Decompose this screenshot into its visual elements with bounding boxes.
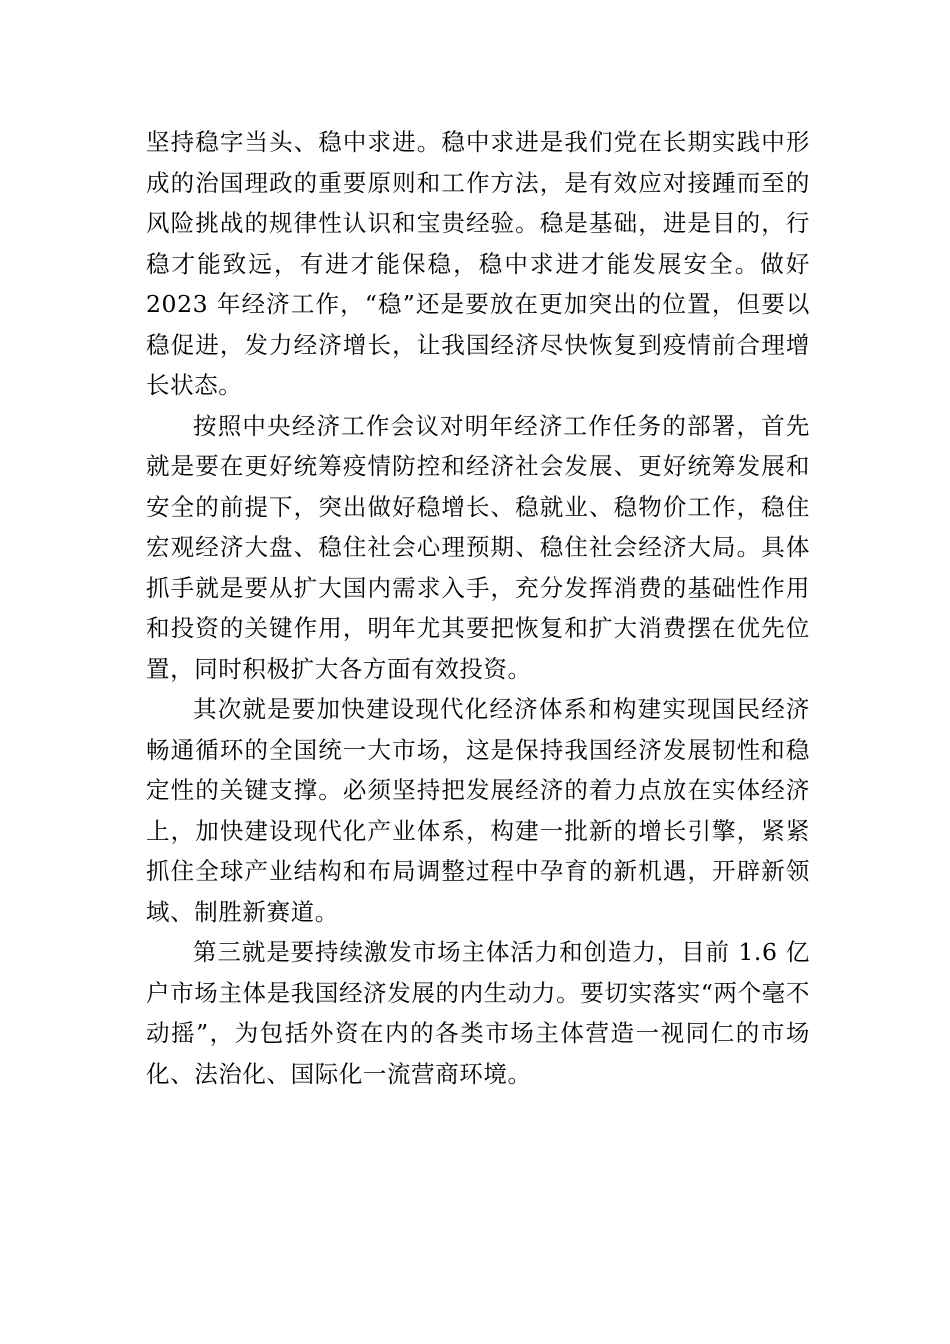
paragraph-1: 坚持稳字当头、稳中求进。稳中求进是我们党在长期实践中形成的治国理政的重要原则和工作方法，是有效应对接踵而至的风险挑战的规律性认识和宝贵经验。稳是基础，进是目的，行稳才能致远，有进才能保稳，稳中求进才能发展安全。做好 2023 年经济工作，“稳”还是要放在更加突出的位置，但要以稳促进，发力经济增长，让我国经济尽快恢复到疫情前合理增长状态。	[146, 128, 810, 399]
paragraph-4: 第三就是要持续激发市场主体活力和创造力，目前 1.6 亿户市场主体是我国经济发展的内生动力。要切实落实“两个毫不动摇”，为包括外资在内的各类市场主体营造一视同仁的市场化、法治化、国际化一流营商环境。	[146, 938, 810, 1088]
document-body	[146, 122, 810, 1094]
paragraph-2: 按照中央经济工作会议对明年经济工作任务的部署，首先就是要在更好统筹疫情防控和经济社会发展、更好统筹发展和安全的前提下，突出做好稳增长、稳就业、稳物价工作，稳住宏观经济大盘、稳住社会心理预期、稳住社会经济大局。具体抓手就是要从扩大国内需求入手，充分发挥消费的基础性作用和投资的关键作用，明年尤其要把恢复和扩大消费摆在优先位置，同时积极扩大各方面有效投资。	[146, 411, 810, 683]
paragraph-3: 其次就是要加快建设现代化经济体系和构建实现国民经济畅通循环的全国统一大市场，这是保持我国经济发展韧性和稳定性的关键支撑。必须坚持把发展经济的着力点放在实体经济上，加快建设现代化产业体系，构建一批新的增长引擎，紧紧抓住全球产业结构和布局调整过程中孕育的新机遇，开辟新领域、制胜新赛道。	[146, 695, 810, 926]
